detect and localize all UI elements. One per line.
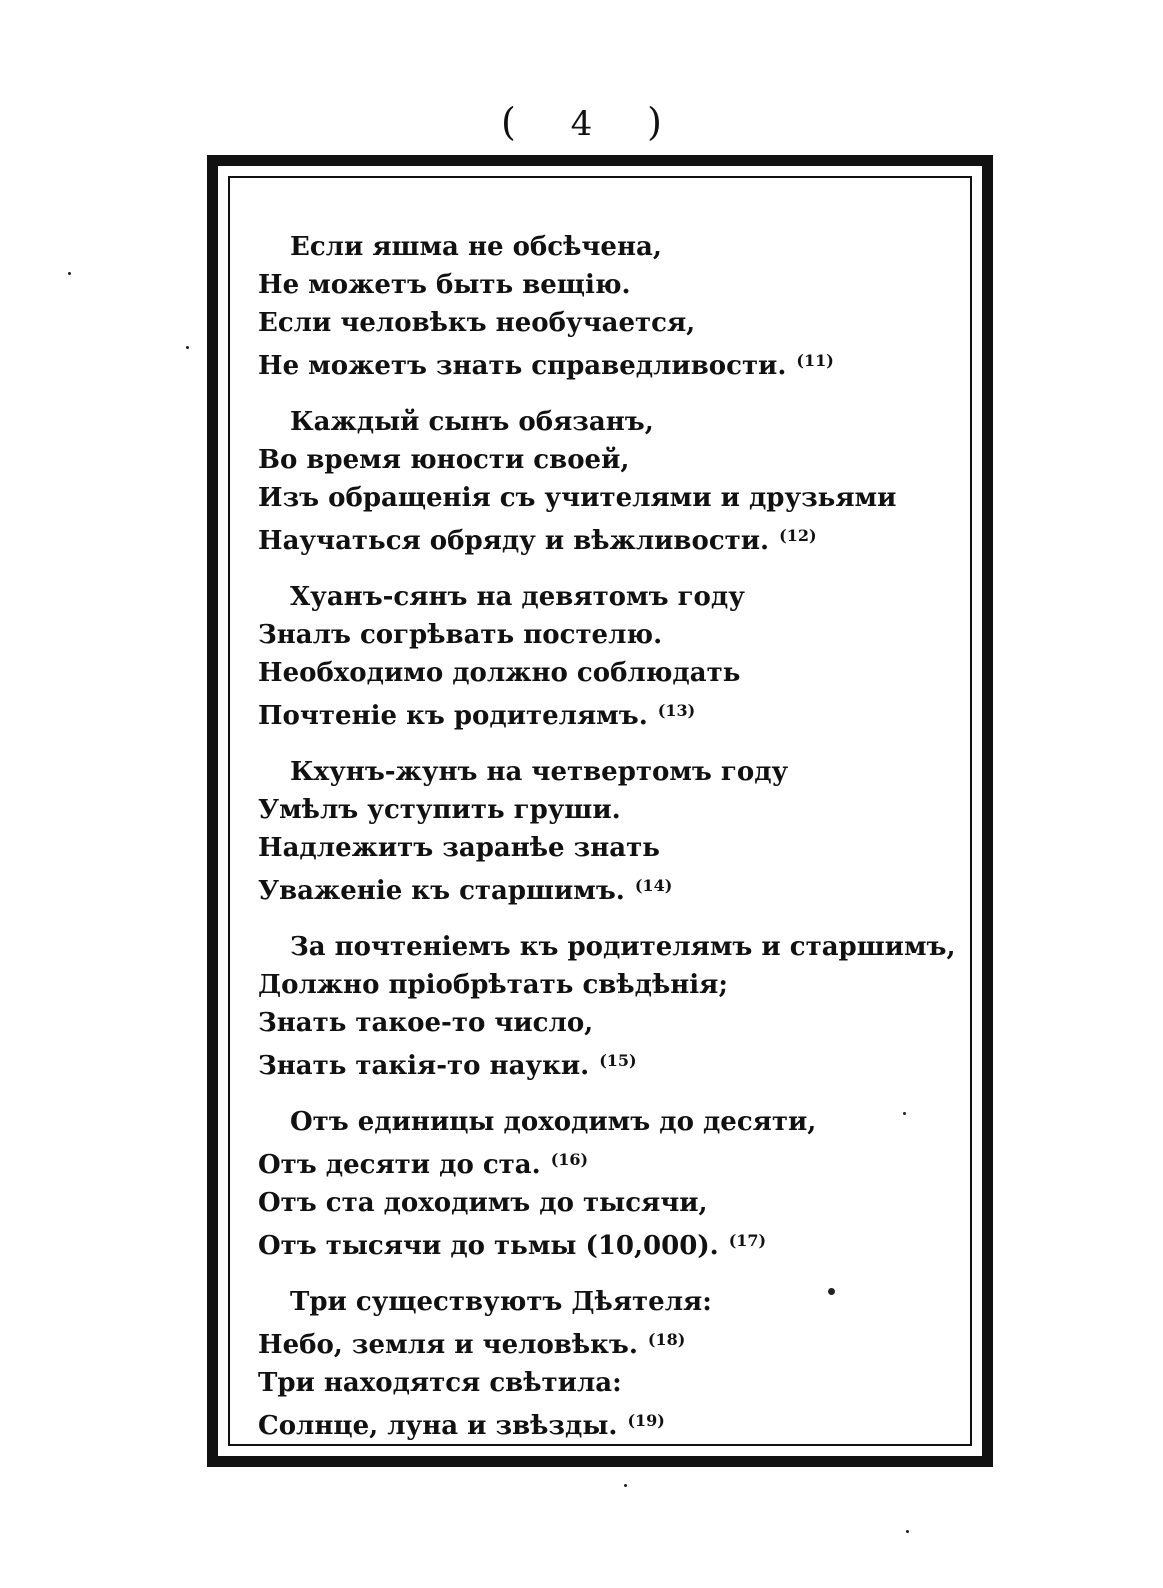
footnote-marker: (11) (796, 351, 834, 370)
verse-text: Уваженіе къ старшимъ. (258, 876, 625, 906)
footnote-marker: (14) (634, 876, 673, 895)
verse-line-with-note (258, 1222, 958, 1265)
verse-line-with-note (258, 1321, 958, 1364)
verse-line: Надлежитъ заранѣе знать (258, 833, 660, 863)
footnote-marker: (13) (657, 701, 696, 720)
page-number-value: 4 (570, 104, 593, 144)
verse-text: Не можетъ знать справедливости. (258, 351, 787, 381)
verse-line: Три находятся свѣтила: (258, 1368, 622, 1398)
verse-line: Необходимо должно соблюдать (258, 658, 741, 688)
verse-text: Знать такія-то науки. (258, 1051, 590, 1081)
poem-text (258, 228, 958, 1463)
page-number (0, 100, 1163, 144)
footnote-marker: (17) (728, 1231, 767, 1250)
verse-text: Отъ десяти до ста. (258, 1150, 541, 1180)
verse-line: Должно пріобрѣтать свѣдѣнія; (258, 970, 728, 1000)
stanza-2 (258, 403, 958, 560)
verse-line: Изъ обращенія съ учителями и друзьями (258, 483, 897, 513)
verse-line: Каждый сынъ обязанъ, (290, 407, 654, 437)
verse-line: Отъ единицы доходимъ до десяти, (290, 1107, 817, 1137)
stanza-3 (258, 578, 958, 735)
ink-speck (68, 272, 71, 275)
verse-line: Кхунъ-жунъ на четвертомъ году (290, 757, 789, 787)
verse-line-with-note (258, 1042, 958, 1085)
stanza-6 (258, 1103, 958, 1265)
verse-line: Если человѣкъ необучается, (258, 308, 696, 338)
verse-text: Научаться обряду и вѣжливости. (258, 526, 770, 556)
verse-line: Знать такое-то число, (258, 1008, 594, 1038)
stanza-1 (258, 228, 958, 385)
verse-line-with-note (258, 342, 958, 385)
verse-text: Отъ тысячи до тьмы (10,000). (258, 1231, 719, 1261)
ink-speck (186, 346, 189, 349)
page-number-open-paren: ( (501, 100, 516, 144)
verse-line: Три существуютъ Дѣятеля: (290, 1287, 712, 1317)
ink-speck (903, 1112, 906, 1115)
verse-line: За почтеніемъ къ родителямъ и старшимъ, (290, 932, 956, 962)
footnote-marker: (18) (647, 1330, 686, 1349)
verse-line: Хуанъ-сянъ на девятомъ году (290, 582, 745, 612)
verse-line: Зналъ согрѣвать постелю. (258, 620, 663, 650)
verse-line-with-note (258, 517, 958, 560)
verse-line: Умѣлъ уступить груши. (258, 795, 621, 825)
verse-line-with-note (258, 1402, 958, 1445)
footnote-marker: (16) (550, 1150, 589, 1169)
verse-line-with-note (258, 692, 958, 735)
verse-line: Отъ ста доходимъ до тысячи, (258, 1188, 708, 1218)
stanza-5 (258, 928, 958, 1085)
verse-text: Солнце, луна и звѣзды. (258, 1411, 618, 1441)
verse-text: Почтеніе къ родителямъ. (258, 701, 648, 731)
verse-line: Если яшма не обсѣчена, (290, 232, 662, 262)
footnote-marker: (15) (599, 1051, 637, 1070)
footnote-marker: (12) (779, 526, 817, 545)
ink-speck (624, 1484, 627, 1487)
ink-speck (828, 1288, 835, 1295)
stanza-7 (258, 1283, 958, 1445)
stanza-4 (258, 753, 958, 910)
footnote-marker: (19) (627, 1411, 665, 1430)
page-number-close-paren: ) (647, 100, 662, 144)
verse-text: Небо, земля и человѣкъ. (258, 1330, 638, 1360)
verse-line-with-note (258, 867, 958, 910)
verse-line: Не можетъ быть вещію. (258, 270, 631, 300)
verse-line: Во время юности своей, (258, 445, 630, 475)
ink-speck (906, 1530, 909, 1533)
verse-line-with-note (258, 1141, 958, 1184)
